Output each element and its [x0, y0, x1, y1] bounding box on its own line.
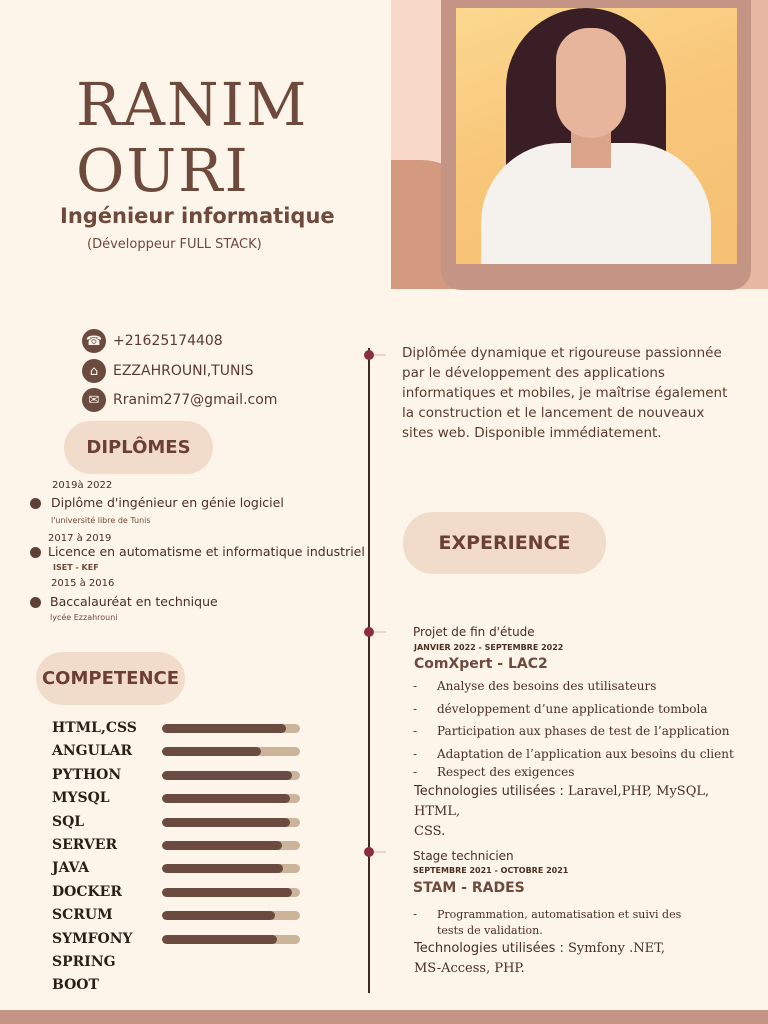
- job-task: - Programmation, automatisation et suivi des tests de validation.: [413, 907, 682, 937]
- mail-icon: ✉: [82, 388, 106, 412]
- tech-label: Technologies utilisées :: [414, 784, 564, 799]
- job-subtitle: (Développeur FULL STACK): [87, 237, 262, 252]
- skill-name: SQL: [52, 813, 85, 830]
- skill-bar: [162, 864, 300, 873]
- tech-label: Technologies utilisées :: [414, 941, 564, 956]
- phone-icon: ☎: [82, 329, 106, 353]
- job-technologies: [414, 782, 754, 842]
- diploma-institution: lycée Ezzahrouni: [50, 613, 118, 622]
- skill-bar: [162, 724, 300, 733]
- job-dates: SEPTEMBRE 2021 - OCTOBRE 2021: [413, 866, 569, 875]
- full-name: [76, 72, 308, 204]
- job-task-text: développement d’une applicationde tombola: [437, 702, 708, 716]
- job-title: Ingénieur informatique: [60, 204, 335, 228]
- timeline-connector: [374, 354, 386, 356]
- photo-face: [556, 28, 626, 138]
- job-task: - Adaptation de l’application aux besoins du client: [413, 747, 734, 761]
- timeline-dot: [364, 627, 374, 637]
- phone-text: +21625174408: [113, 333, 223, 349]
- skill-bar: [162, 888, 300, 897]
- diploma-institution: l'université libre de Tunis: [51, 516, 151, 525]
- tech-list-cont: CSS.: [414, 824, 446, 839]
- job-task: - Analyse des besoins des utilisateurs: [413, 679, 657, 693]
- diploma-years: 2019à 2022: [52, 480, 113, 491]
- diploma-years: 2015 à 2016: [51, 578, 115, 589]
- skill-bar: [162, 911, 300, 920]
- job-task-text: Adaptation de l’application aux besoins du client: [437, 747, 734, 761]
- skill-bar: [162, 818, 300, 827]
- skill-name: SPRING: [52, 954, 116, 970]
- skill-name: JAVA: [52, 860, 90, 877]
- diploma-degree: Baccalauréat en technique: [50, 594, 218, 609]
- profile-summary: Diplômée dynamique et rigoureuse passionnée par le développement des applications informatiques et mobiles, je maîtrise également la construction et le lancement de nouveaux sites web. Disponible immédiatement.: [402, 345, 728, 441]
- first-name: RANIM: [76, 70, 309, 139]
- profile-photo: [456, 8, 737, 264]
- diploma-bullet: [30, 597, 41, 608]
- skill-bar-fill: [162, 888, 292, 897]
- diploma-bullet: [30, 547, 41, 558]
- skill-name: PYTHON: [52, 766, 122, 783]
- skill-name: MYSQL: [52, 790, 110, 807]
- skill-name: DOCKER: [52, 883, 122, 900]
- job-task: - Participation aux phases de test de l’application: [413, 724, 730, 738]
- diploma-years: 2017 à 2019: [48, 533, 112, 544]
- job-company: ComXpert - LAC2: [414, 656, 548, 672]
- tech-list: Laravel,PHP, MySQL, HTML,: [414, 784, 710, 819]
- tech-list: Symfony .NET,: [568, 941, 665, 956]
- diploma-institution: ISET - KEF: [53, 563, 99, 572]
- job-task-text: Programmation, automatisation et suivi des tests de validation.: [437, 908, 682, 937]
- skill-bar-fill: [162, 794, 290, 803]
- skill-bar: [162, 841, 300, 850]
- job-type: Stage technicien: [413, 849, 514, 863]
- job-company: STAM - RADES: [413, 880, 525, 896]
- experience-heading: EXPERIENCE: [403, 512, 606, 574]
- timeline-dot: [364, 847, 374, 857]
- skill-bar-fill: [162, 841, 282, 850]
- address-text: EZZAHROUNI,TUNIS: [113, 363, 254, 379]
- skill-bar-fill: [162, 818, 290, 827]
- last-name: OURI: [76, 136, 250, 205]
- skill-bar: [162, 794, 300, 803]
- home-icon: ⌂: [82, 359, 106, 383]
- skill-bar-fill: [162, 935, 277, 944]
- job-task-text: Participation aux phases de test de l’application: [437, 724, 730, 738]
- timeline-connector: [374, 851, 386, 853]
- skill-name: SERVER: [52, 837, 118, 853]
- skill-bar: [162, 771, 300, 780]
- skill-name: ANGULAR: [52, 743, 133, 760]
- timeline-connector: [374, 631, 386, 633]
- timeline-line: [368, 348, 370, 993]
- diploma-degree: Diplôme d'ingénieur en génie logiciel: [51, 495, 284, 510]
- tech-list-cont: MS-Access, PHP.: [414, 961, 525, 976]
- skill-bar: [162, 935, 300, 944]
- contact-email: [82, 388, 277, 412]
- skill-bar-fill: [162, 864, 283, 873]
- job-task-text: Respect des exigences: [437, 765, 575, 779]
- job-task-text: Analyse des besoins des utilisateurs: [437, 679, 657, 693]
- diploma-degree: Licence en automatisme et informatique industriel: [48, 544, 365, 559]
- diplomes-heading: DIPLÔMES: [64, 421, 213, 474]
- skill-name: SCRUM: [52, 907, 113, 924]
- skill-bar-fill: [162, 724, 286, 733]
- skill-name: SYMFONY: [52, 930, 133, 947]
- skill-bar-fill: [162, 747, 261, 756]
- contact-phone: [82, 329, 223, 353]
- competence-heading: COMPETENCE: [36, 652, 185, 705]
- job-technologies: [414, 939, 754, 979]
- contact-address: [82, 359, 253, 383]
- job-type: Projet de fin d'étude: [413, 625, 535, 639]
- footer-band: [0, 1010, 768, 1024]
- skill-name: HTML,CSS: [52, 720, 137, 736]
- skill-bar-fill: [162, 771, 292, 780]
- skill-bar: [162, 747, 300, 756]
- job-dates: JANVIER 2022 - SEPTEMBRE 2022: [414, 643, 564, 652]
- job-task: - développement d’une applicationde tombola: [413, 702, 708, 716]
- job-task: - Respect des exigences: [413, 765, 575, 779]
- skill-name: BOOT: [52, 977, 99, 994]
- email-text: Rranim277@gmail.com: [113, 392, 278, 408]
- timeline-dot: [364, 350, 374, 360]
- skill-bar-fill: [162, 911, 275, 920]
- diploma-bullet: [30, 498, 41, 509]
